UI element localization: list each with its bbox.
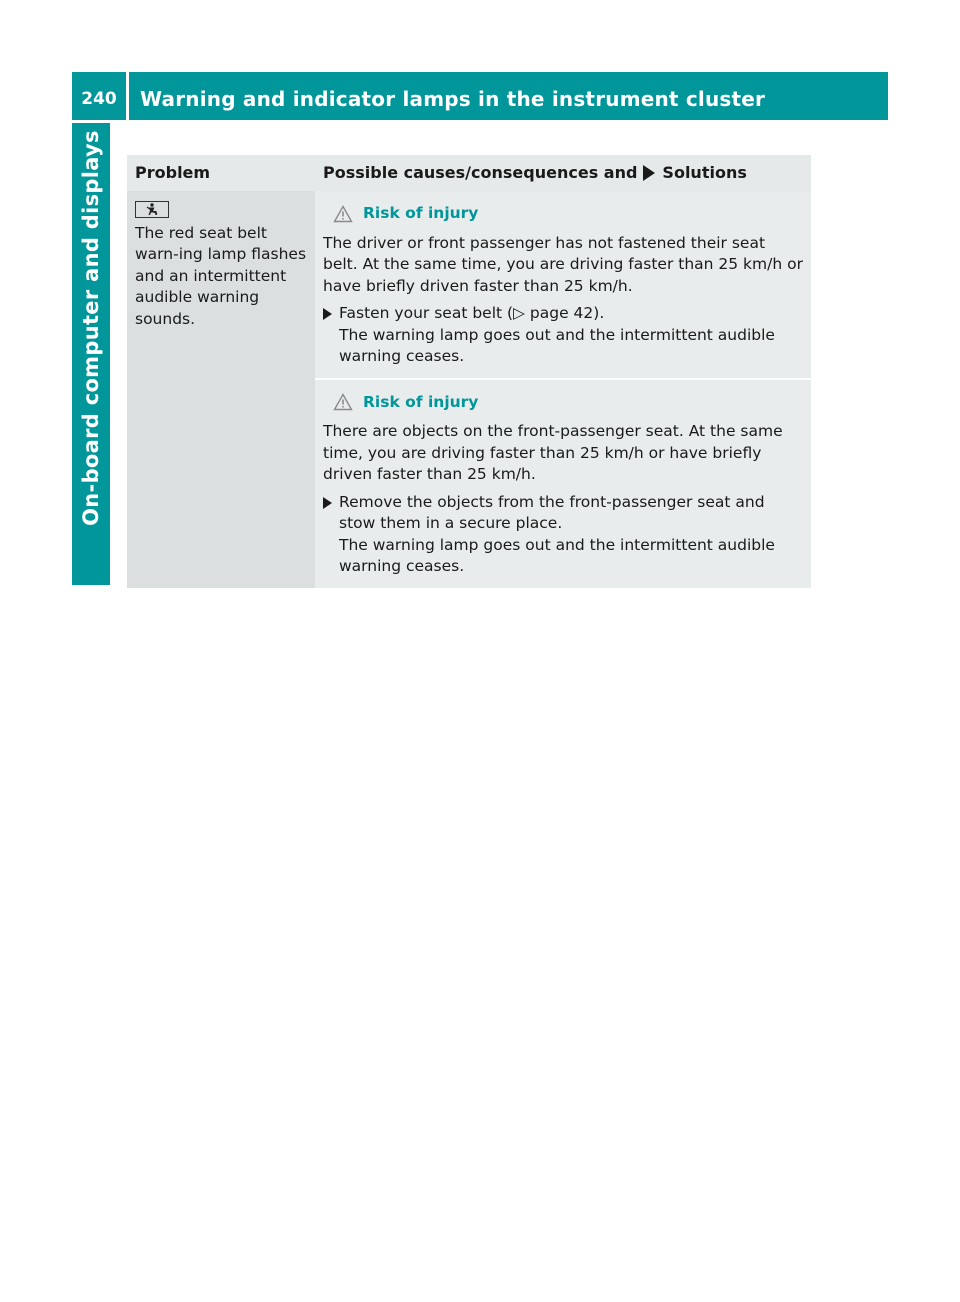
risk-label: Risk of injury (363, 204, 479, 222)
side-tab-label: On-board computer and displays (79, 130, 103, 526)
warning-triangle-icon (333, 393, 353, 411)
step-arrow-icon (323, 492, 339, 578)
page-title: Warning and indicator lamps in the instrument cluster (129, 72, 888, 120)
step-result: The warning lamp goes out and the intermittent audible warning ceases. (339, 325, 775, 365)
solution-cell (315, 191, 811, 588)
step-arrow-icon (323, 303, 339, 368)
solution-block (315, 378, 811, 588)
page-header (72, 72, 888, 120)
cause-text: There are objects on the front-passenger seat. At the same time, you are driving faster than 25 km/h or have briefly driven faster than 25 km/h. (323, 422, 783, 483)
problem-cell (127, 191, 315, 588)
step-action: Remove the objects from the front-passenger seat and stow them in a secure place. (339, 492, 765, 532)
solution-block (315, 191, 811, 378)
step-result: The warning lamp goes out and the intermittent audible warning ceases. (339, 535, 775, 575)
column-header-problem: Problem (135, 163, 211, 183)
table-header-row (127, 155, 811, 191)
table-row (127, 191, 811, 588)
action-step (323, 303, 803, 368)
page-number: 240 (72, 72, 126, 120)
warning-triangle-icon (333, 205, 353, 223)
column-header-solutions-prefix: Possible causes/consequences and (323, 163, 638, 183)
side-tab-label-wrap (72, 123, 110, 533)
step-action: Fasten your seat belt (▷ page 42). (339, 304, 605, 322)
solutions-arrow-icon (643, 165, 655, 181)
problem-solution-table (127, 155, 811, 588)
action-step (323, 492, 803, 578)
risk-label: Risk of injury (363, 392, 479, 411)
risk-warning (333, 392, 803, 414)
problem-text: The red seat belt warn-ing lamp flashes and an intermittent audible warning sounds. (135, 223, 307, 328)
cause-text: The driver or front passenger has not fastened their seat belt. At the same time, you are driving faster than 25 km/h or have briefly driven faster than 25 km/h. (323, 233, 803, 295)
column-header-solutions-suffix: Solutions (662, 163, 747, 183)
seat-belt-icon (135, 201, 169, 218)
risk-warning (333, 203, 803, 225)
column-header-solutions (315, 155, 811, 191)
